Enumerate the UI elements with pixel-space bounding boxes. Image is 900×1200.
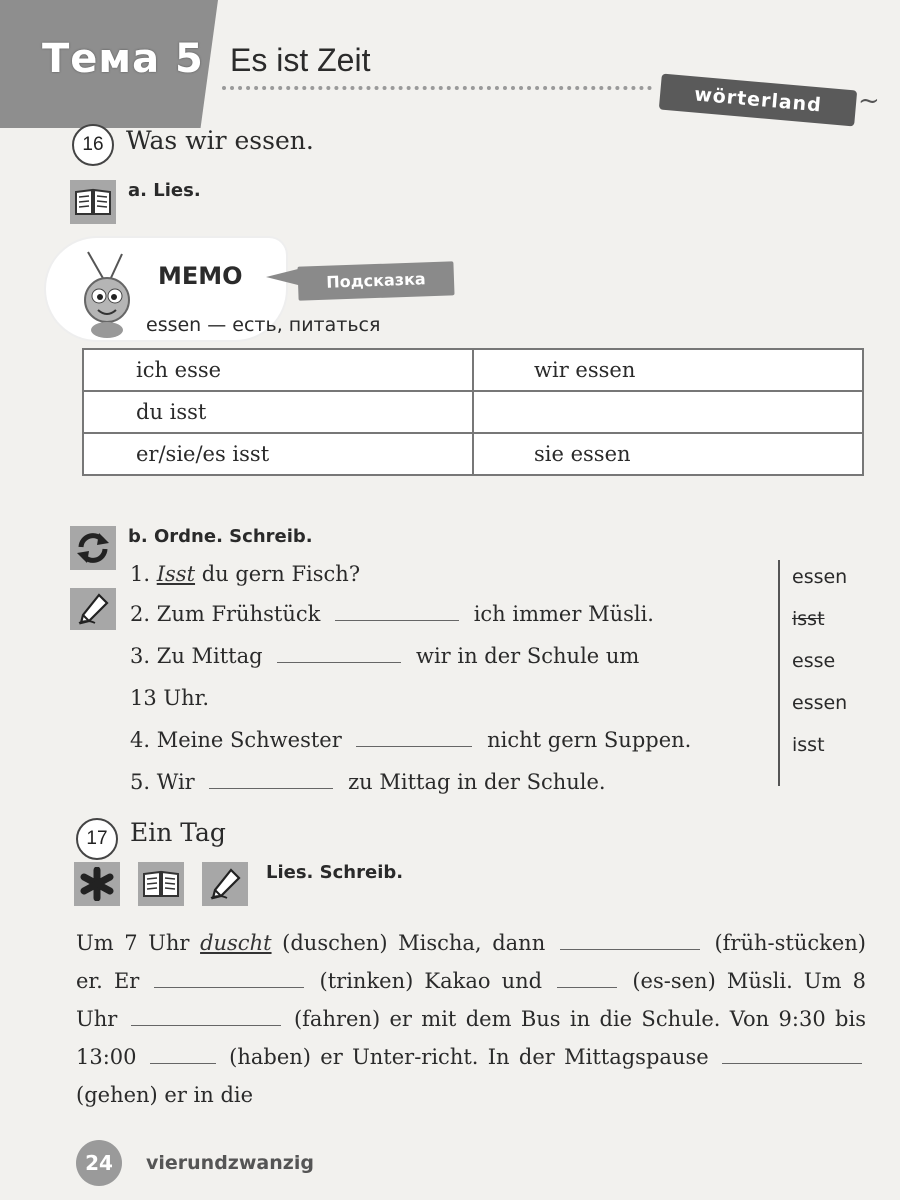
answer-blank[interactable]: [150, 1045, 216, 1064]
table-cell: wir essen: [473, 349, 863, 391]
pen-icon: [202, 862, 248, 906]
paragraph-text: (fahren) er mit dem Bus in die Schule. Von 9:30 bis 13:00: [76, 1007, 866, 1069]
refresh-arrows-icon: [70, 526, 116, 570]
sentence-text: zu Mittag in der Schule.: [348, 770, 606, 794]
pen-icon: [70, 588, 116, 630]
handwritten-answer: Isst: [156, 562, 196, 586]
sentence-text: ich immer Müsli.: [473, 602, 654, 626]
exercise-16a-instruction: a. Lies.: [128, 180, 201, 201]
word-bank-item: essen: [792, 692, 848, 714]
word-bank-item-used: isst: [792, 608, 825, 630]
sentence-number: 1.: [130, 562, 151, 586]
table-cell: er/sie/es isst: [83, 433, 473, 475]
sentence-number: 4.: [130, 728, 151, 752]
exercise-17-instruction: Lies. Schreib.: [266, 862, 404, 883]
sentence-text: wir in der Schule um: [415, 644, 640, 668]
handwritten-answer: duscht: [200, 931, 272, 955]
word-bank: [778, 560, 870, 786]
answer-blank[interactable]: [335, 602, 459, 621]
word-bank-item: esse: [792, 650, 836, 672]
paragraph-text: (trinken) Kakao und: [319, 969, 543, 993]
memo-subtitle: essen — есть, питаться: [146, 314, 381, 336]
paragraph-text: (gehen) er in die: [76, 1083, 254, 1107]
memo-label: MEMO: [158, 262, 243, 290]
answer-blank[interactable]: [557, 969, 617, 988]
hint-label: Подсказка: [297, 261, 454, 300]
sentence-text: Zum Frühstück: [156, 602, 321, 626]
curl-decoration-icon: ~: [858, 86, 880, 116]
answer-blank[interactable]: [131, 1007, 281, 1026]
word-bank-item: essen: [792, 566, 848, 588]
sentence-3-continuation: 13 Uhr.: [130, 686, 210, 710]
sentence-number: 5.: [130, 770, 151, 794]
answer-blank[interactable]: [356, 728, 472, 747]
chapter-label: Тема 5: [42, 36, 204, 82]
answer-blank[interactable]: [209, 770, 333, 789]
page-number: 24: [76, 1140, 122, 1186]
sentence-3: [130, 644, 639, 668]
exercise-number-17: 17: [76, 818, 118, 860]
bug-mascot-icon: [70, 250, 140, 344]
conjugation-table: [82, 348, 864, 476]
chapter-title: Es ist Zeit: [230, 42, 371, 78]
sentence-2: [130, 602, 654, 626]
paragraph-text: (es-sen) Müsli. Um 8 Uhr: [76, 969, 866, 1031]
book-icon: [70, 180, 116, 224]
sentence-text: Meine Schwester: [156, 728, 342, 752]
answer-blank[interactable]: [722, 1045, 862, 1064]
sentence-5: [130, 770, 606, 794]
header-dotted-line: [222, 86, 652, 90]
exercise-17-title: Ein Tag: [130, 818, 226, 847]
table-cell: du isst: [83, 391, 473, 433]
sentence-text: Wir: [156, 770, 195, 794]
exercise-16b-instruction: b. Ordne. Schreib.: [128, 526, 313, 547]
exercise-16-title: Was wir essen.: [126, 126, 314, 155]
word-bank-item: isst: [792, 734, 825, 756]
sentence-1: [130, 562, 360, 586]
book-icon: [138, 862, 184, 906]
sentence-text: nicht gern Suppen.: [487, 728, 692, 752]
sentence-number: 3.: [130, 644, 151, 668]
table-row: [83, 349, 863, 391]
answer-blank[interactable]: [277, 644, 401, 663]
sentence-text: Zu Mittag: [156, 644, 263, 668]
paragraph-text: (früh-stücken) er. Er: [76, 931, 866, 993]
table-cell: [473, 391, 863, 433]
answer-blank[interactable]: [560, 931, 700, 950]
table-row: [83, 391, 863, 433]
sentence-number: 2.: [130, 602, 151, 626]
page-number-word: vierundzwanzig: [146, 1152, 314, 1174]
sentence-text: du gern Fisch?: [201, 562, 361, 586]
woerterland-badge: wörterland: [659, 74, 857, 127]
answer-blank[interactable]: [154, 969, 304, 988]
table-row: [83, 433, 863, 475]
paragraph-text: (duschen) Mischa, dann: [282, 931, 546, 955]
exercise-number-16: 16: [72, 124, 114, 166]
table-cell: ich esse: [83, 349, 473, 391]
paragraph-text: Um 7 Uhr: [76, 931, 190, 955]
asterisk-icon: [74, 862, 120, 906]
paragraph-text: (haben) er Unter-richt. In der Mittagspause: [229, 1045, 709, 1069]
table-cell: sie essen: [473, 433, 863, 475]
exercise-17-paragraph: [76, 924, 866, 1114]
sentence-4: [130, 728, 691, 752]
